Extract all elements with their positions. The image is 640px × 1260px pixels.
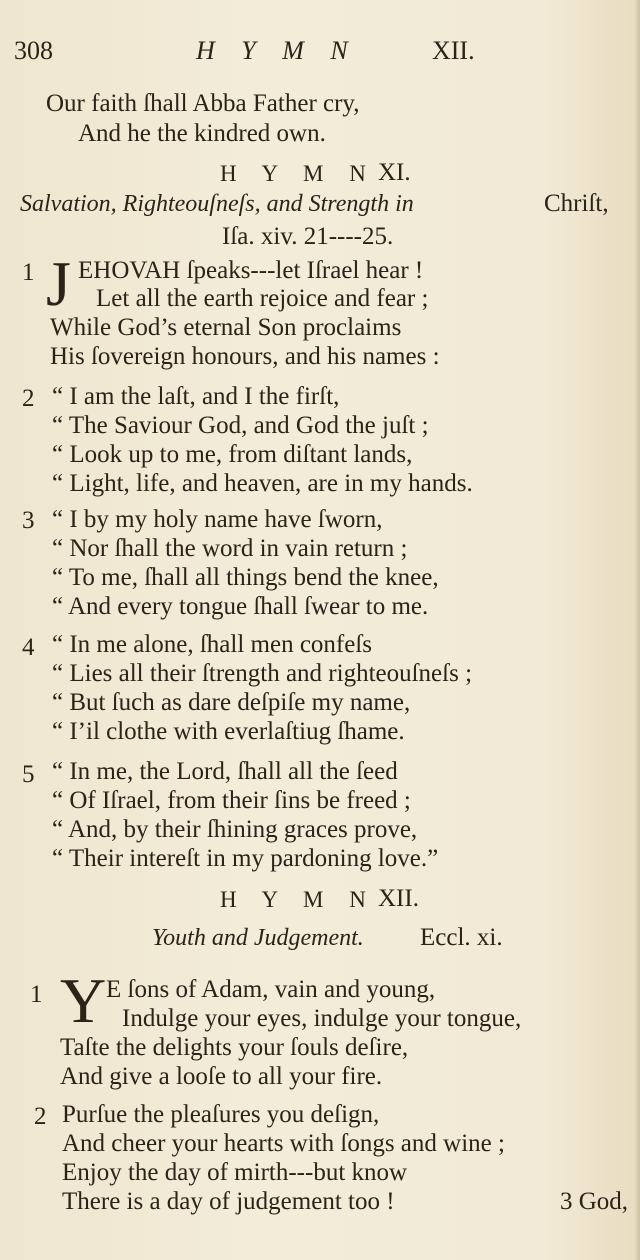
hymn-11-subtitle: Salvation, Righteouſneſs, and Strength in: [20, 191, 414, 217]
verse-line: And cheer your hearts with ſongs and wine ;: [62, 1130, 505, 1157]
verse-line: Purſue the pleaſures you deſign,: [62, 1101, 380, 1128]
hymn-11-heading: H Y M N: [220, 161, 376, 186]
stanza-number: 1: [30, 981, 43, 1008]
verse-line: “ The Saviour God, and God the juſt ;: [52, 412, 429, 439]
drop-cap: J: [46, 248, 71, 319]
hymn-12-subtitle-end: Eccl. xi.: [420, 924, 503, 951]
verse-line: “ Their intereſt in my pardoning love.”: [52, 845, 439, 872]
intro-line-1: Our faith ſhall Abba Father cry,: [46, 90, 360, 117]
stanza-number: 1: [22, 259, 35, 286]
verse-line: While God’s eternal Son proclaims: [50, 314, 402, 341]
running-title: H Y M N: [196, 36, 358, 65]
verse-line: “ And, by their ſhining graces prove,: [52, 816, 418, 843]
verse-line: “ In me, the Lord, ſhall all the ſeed: [52, 758, 398, 785]
stanza-number: 3: [22, 507, 35, 534]
verse-line: “ Lies all their ſtrength and righteouſneſs ;: [52, 660, 473, 687]
verse-line: “ Nor ſhall the word in vain return ;: [52, 535, 408, 562]
catchword: 3 God,: [560, 1188, 629, 1215]
verse-line: And give a looſe to all your fire.: [60, 1063, 383, 1090]
page-number: 308: [14, 36, 53, 65]
stanza-number: 2: [34, 1103, 47, 1130]
verse-line: “ I’il clothe with everlaſtiug ſhame.: [52, 718, 405, 745]
stanza-number: 2: [22, 385, 35, 412]
hymn-11-subtitle-end: Chriſt,: [544, 190, 609, 217]
page-edge-shadow: [634, 0, 640, 1260]
verse-line: “ To me, ſhall all things bend the knee,: [52, 564, 439, 591]
verse-line: “ I am the laſt, and I the firſt,: [52, 383, 340, 410]
verse-line: Indulge your eyes, indulge your tongue,: [122, 1005, 522, 1032]
verse-line: Taſte the delights your ſouls deſire,: [60, 1034, 409, 1061]
running-hymn-number: XII.: [432, 36, 475, 65]
verse-line: Let all the earth rejoice and fear ;: [96, 285, 429, 312]
verse-line: “ Look up to me, from diſtant lands,: [52, 441, 413, 468]
hymn-12-subtitle: Youth and Judgement.: [152, 925, 364, 951]
verse-line: His ſovereign honours, and his names :: [50, 343, 440, 370]
verse-line: There is a day of judgement too !: [62, 1188, 395, 1215]
stanza-number: 5: [22, 761, 35, 788]
intro-line-2: And he the kindred own.: [78, 120, 326, 147]
hymn-12-heading: H Y M N: [220, 887, 376, 912]
hymn-11-reference: Iſa. xiv. 21----25.: [222, 223, 394, 250]
verse-line: E ſons of Adam, vain and young,: [106, 976, 436, 1003]
verse-line: “ I by my holy name have ſworn,: [52, 506, 383, 533]
verse-line: EHOVAH ſpeaks---let Iſrael hear !: [78, 257, 424, 284]
verse-line: “ And every tongue ſhall ſwear to me.: [52, 593, 429, 620]
verse-line: “ Light, life, and heaven, are in my hands.: [52, 470, 473, 497]
verse-line: “ In me alone, ſhall men confeſs: [52, 631, 373, 658]
hymn-11-number: XI.: [378, 159, 411, 186]
hymn-12-number: XII.: [378, 885, 419, 912]
verse-line: Enjoy the day of mirth---but know: [62, 1159, 408, 1186]
drop-cap: Y: [60, 965, 107, 1036]
stanza-number: 4: [22, 634, 35, 661]
verse-line: “ Of Iſrael, from their ſins be freed ;: [52, 787, 411, 814]
verse-line: “ But ſuch as dare deſpiſe my name,: [52, 689, 411, 716]
